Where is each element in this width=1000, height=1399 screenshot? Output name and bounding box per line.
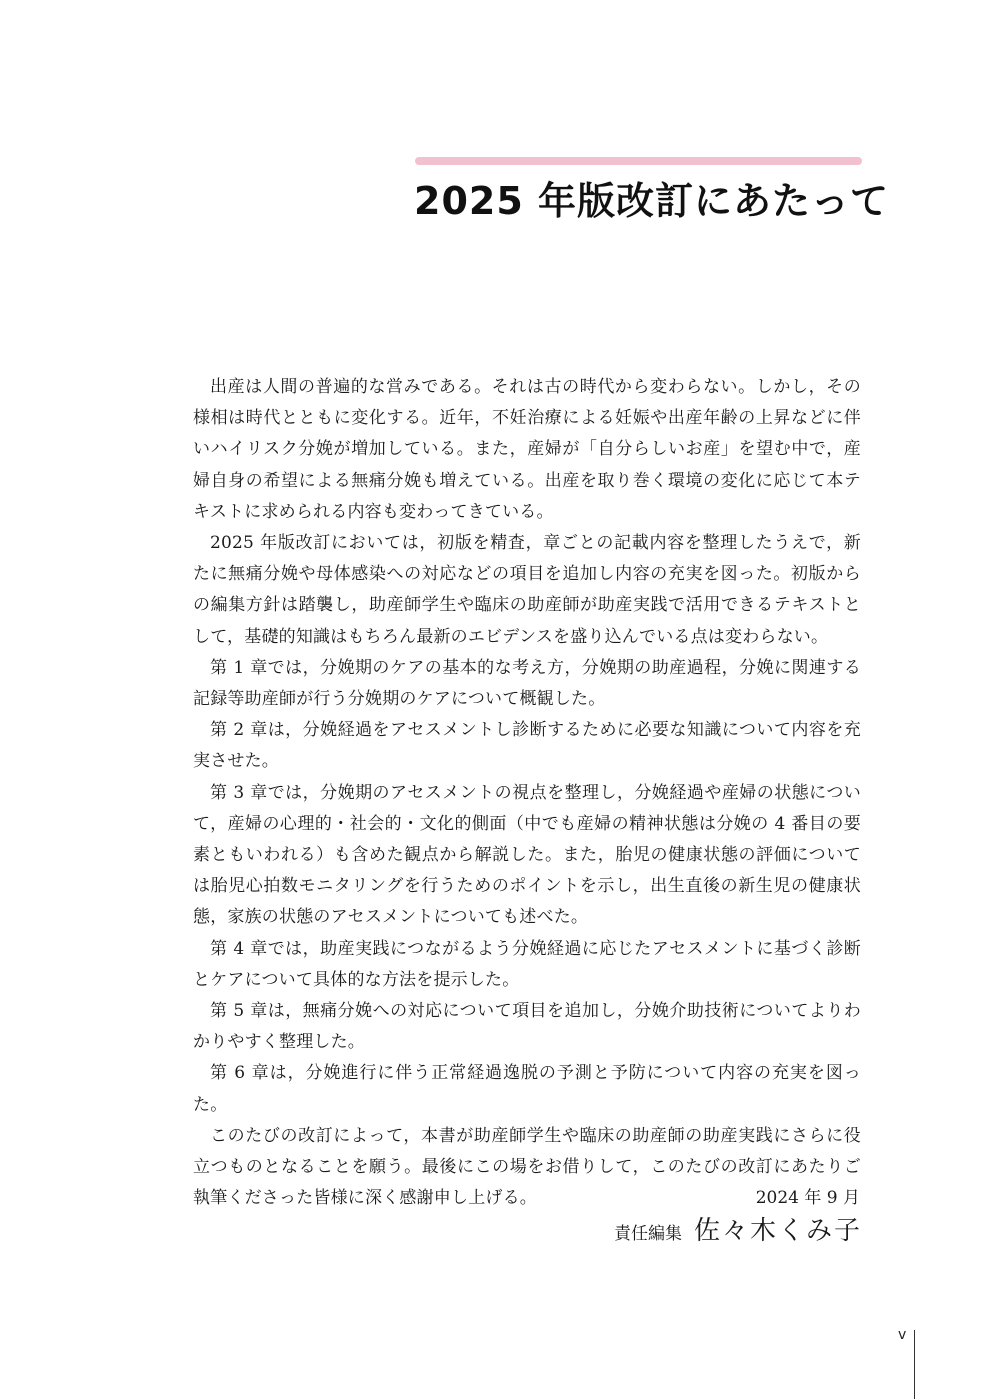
page-title: 2025 年版改訂にあたって — [414, 179, 889, 223]
paragraph-intro: 出産は人間の普遍的な営みである。それは古の時代から変わらない。しかし，その様相は時代とともに変化する。近年，不妊治療による妊娠や出産年齢の上昇などに伴いハイリスク分娩が増加している。また，産婦が「自分らしいお産」を望む中で，産婦自身の希望による無痛分娩も増えている。出産を取り巻く環境の変化に応じて本テキストに求められる内容も変わってきている。 — [193, 377, 861, 522]
preface-body — [193, 372, 861, 1214]
signature-date: 2024 年 9 月 — [755, 1188, 860, 1208]
paragraph-chapter-4: 第 4 章では，助産実践につながるよう分娩経過に応じたアセスメントに基づく診断とケアについて具体的な方法を提示した。 — [193, 938, 861, 990]
paragraph-chapter-5: 第 5 章は，無痛分娩への対応について項目を追加し，分娩介助技術についてよりわかりやすく整理した。 — [193, 1001, 861, 1053]
paragraph-chapter-2: 第 2 章は，分娩経過をアセスメントし診断するために必要な知識について内容を充実させた。 — [193, 720, 861, 772]
paragraph-revision-policy: 2025 年版改訂においては，初版を精査，章ごとの記載内容を整理したうえで，新たに無痛分娩や母体感染への対応などの項目を追加し内容の充実を図った。初版からの編集方針は踏襲し，助産師学生や臨床の助産師が助産実践で活用できるテキストとして，基礎的知識はもちろん最新のエビデンスを盛り込んでいる点は変わらない。 — [193, 533, 861, 647]
editor-role: 責任編集 — [613, 1224, 682, 1244]
paragraph-chapter-1: 第 1 章では，分娩期のケアの基本的な考え方，分娩期の助産過程，分娩に関連する記録等助産師が行う分娩期のケアについて概観した。 — [193, 657, 861, 710]
page-number: v — [898, 1327, 907, 1343]
paragraph-chapter-3: 第 3 章では，分娩期のアセスメントの視点を整理し，分娩経過や産婦の状態について，産婦の心理的・社会的・文化的側面（中でも産婦の精神状態は分娩の 4 番目の要素ともいわれる）も含めた観点から解説した。また，胎児の健康状態の評価については胎児心拍数モニタリングを行うためのポイントを示し，出生直後の新生児の健康状態，家族の状態のアセスメントについても述べた。 — [193, 782, 861, 928]
paragraph-closing: このたびの改訂によって，本書が助産師学生や臨床の助産師の助産実践にさらに役立つものとなることを願う。最後にこの場をお借りして，このたびの改訂にあたりご執筆くださった皆様に深く感謝申し上げる。 — [193, 1125, 861, 1209]
editor-name: 佐々木くみ子 — [693, 1216, 862, 1246]
paragraph-chapter-6: 第 6 章は，分娩進行に伴う正常経過逸脱の予測と予防について内容の充実を図った。 — [193, 1063, 861, 1115]
title-accent-bar — [415, 157, 862, 165]
signature-editor — [614, 1210, 862, 1247]
margin-rule — [914, 1330, 915, 1399]
